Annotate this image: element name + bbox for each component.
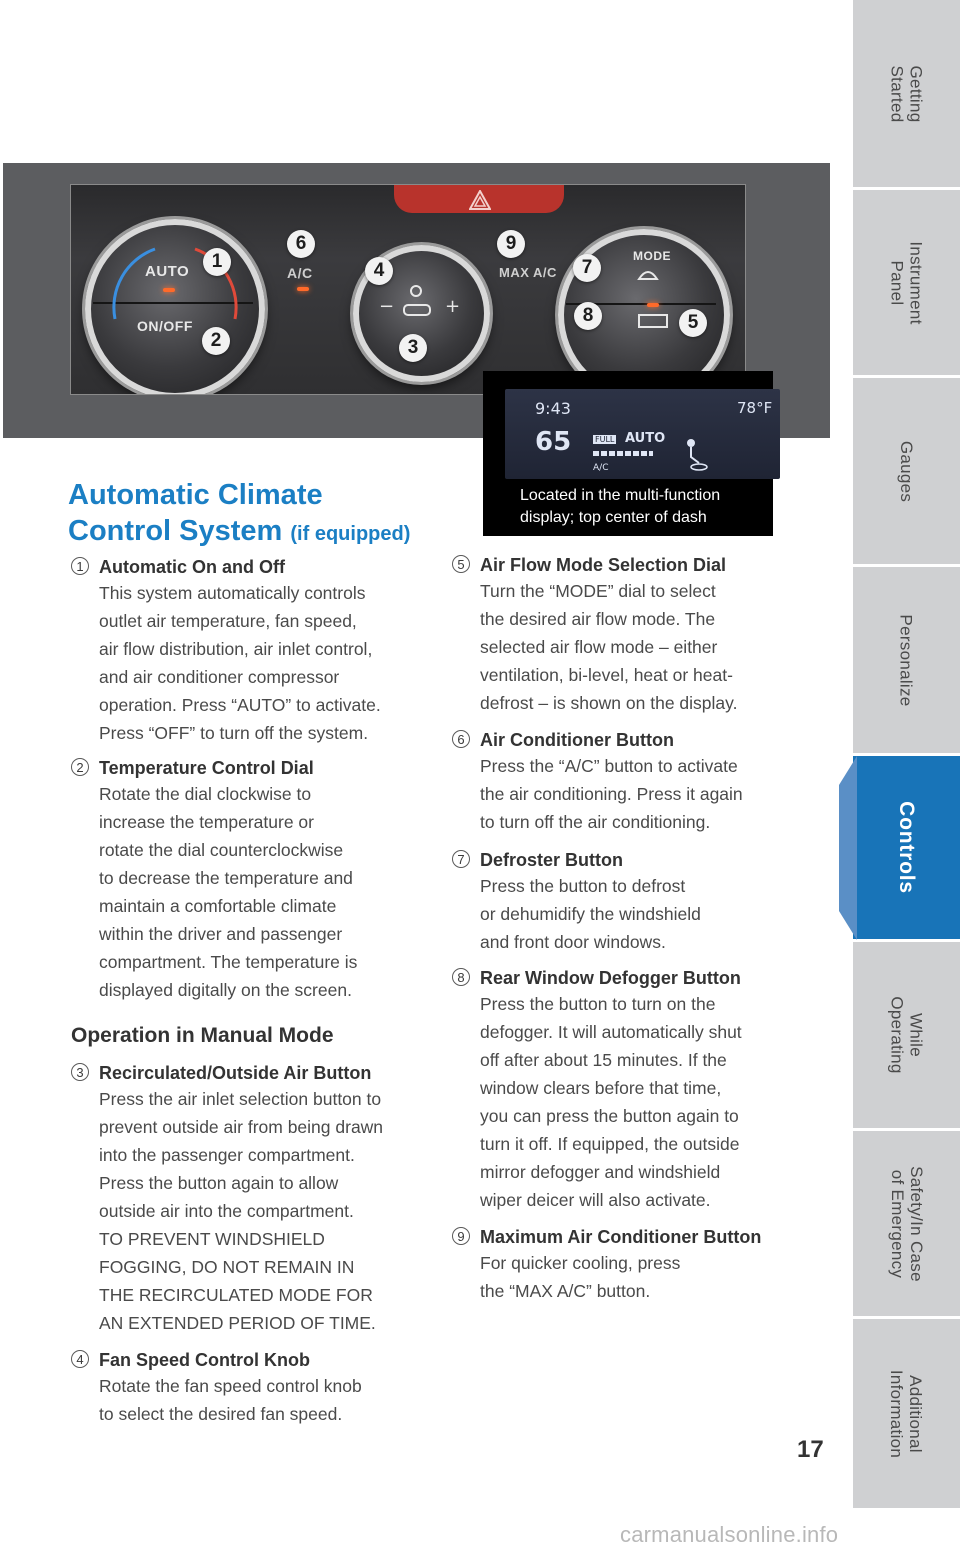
item-number: 9: [452, 1227, 470, 1245]
item-number: 7: [452, 850, 470, 868]
mode-label: MODE: [633, 249, 671, 263]
display-clock: 9:43: [535, 399, 571, 418]
feature-item-2: [71, 756, 431, 1004]
item-body: Press the button to defrost or dehumidify the windshield and front door windows.: [480, 876, 701, 952]
tab-label: Safety/In Case of Emergency: [887, 1165, 926, 1282]
callout-3: 3: [399, 334, 427, 362]
multi-function-display: [505, 389, 780, 479]
section-tabs: [853, 0, 960, 1508]
auto-label: AUTO: [145, 263, 190, 280]
max-ac-button-label: MAX A/C: [499, 265, 557, 280]
feature-item-1: [71, 555, 431, 747]
title-line-2: [68, 513, 410, 552]
callout-1: 1: [203, 248, 231, 276]
fan-level-bar: [593, 451, 653, 456]
callout-2: 2: [202, 327, 230, 355]
temperature-scale-icon: [85, 219, 265, 395]
item-body: For quicker cooling, press the “MAX A/C” button.: [480, 1253, 681, 1301]
item-title: Automatic On and Off: [99, 557, 285, 577]
on-off-label: ON/OFF: [137, 318, 193, 334]
display-set-temp: 65: [535, 427, 572, 457]
feature-item-8: [452, 966, 812, 1214]
item-number: 2: [71, 758, 89, 776]
page-number: 17: [797, 1436, 824, 1463]
item-title: Fan Speed Control Knob: [99, 1350, 310, 1370]
feature-item-7: [452, 848, 812, 956]
callout-5: 5: [679, 309, 707, 337]
active-tab-pointer: [833, 756, 857, 940]
title-suffix: (if equipped): [290, 523, 411, 545]
display-outside-temp: 78°F: [737, 399, 773, 417]
tab-additional-information[interactable]: [853, 1319, 960, 1508]
hazard-icon: [469, 190, 491, 210]
item-number: 8: [452, 968, 470, 986]
defroster-icon: [637, 265, 659, 281]
display-ac-text: A/C: [593, 463, 609, 473]
feature-item-3: [71, 1061, 431, 1337]
svg-text:+: +: [445, 296, 461, 317]
tab-label: Controls: [894, 801, 918, 894]
climate-control-photo: [70, 184, 746, 395]
callout-9: 9: [497, 230, 525, 258]
tab-controls[interactable]: [853, 756, 960, 942]
defroster-indicator: [647, 303, 659, 307]
item-number: 4: [71, 1350, 89, 1368]
feature-item-4: [71, 1348, 431, 1428]
item-title: Recirculated/Outside Air Button: [99, 1063, 372, 1083]
manual-mode-heading: Operation in Manual Mode: [71, 1024, 334, 1047]
feature-item-9: [452, 1225, 812, 1305]
tab-label: While Operating: [887, 996, 926, 1074]
feature-item-5: [452, 553, 812, 717]
callout-8: 8: [574, 302, 602, 330]
item-title: Defroster Button: [480, 850, 623, 870]
callout-4: 4: [365, 257, 393, 285]
item-number: 6: [452, 730, 470, 748]
tab-label: Gauges: [897, 440, 916, 502]
item-body: Rotate the fan speed control knob to select the desired fan speed.: [99, 1376, 362, 1424]
feature-item-6: [452, 728, 812, 836]
auto-indicator: [163, 288, 175, 292]
tab-personalize[interactable]: [853, 567, 960, 756]
item-title: Maximum Air Conditioner Button: [480, 1227, 762, 1247]
item-number: 3: [71, 1063, 89, 1081]
tab-safety[interactable]: [853, 1131, 960, 1319]
ac-button-label: A/C: [287, 265, 313, 281]
callout-6: 6: [287, 230, 315, 258]
tab-getting-started[interactable]: [853, 0, 960, 190]
tab-label: Personalize: [896, 613, 916, 707]
watermark: carmanualsonline.info: [620, 1522, 839, 1547]
tab-instrument-panel[interactable]: [853, 190, 960, 378]
item-title: Air Flow Mode Selection Dial: [480, 555, 727, 575]
item-title: Rear Window Defogger Button: [480, 968, 741, 988]
item-body: Press the “A/C” button to activate the air conditioning. Press it again to turn off the air conditioning.: [480, 756, 743, 832]
item-body: This system automatically controls outlet air temperature, fan speed, air flow distribution, air inlet control, and air conditioner compressor operation. Press “AUTO” to activate. Press “OFF” to turn off the system.: [99, 583, 381, 743]
callout-7: 7: [573, 254, 601, 282]
tab-while-operating[interactable]: [853, 942, 960, 1131]
item-body: Press the air inlet selection button to prevent outside air from being drawn into the passenger compartment. Press the button again to allow outside air into the compartment. TO PREVENT WINDSHIELD FOGGING, DO NOT REMAIN IN THE RECIRCULATED MODE FOR AN EXTENDED PERIOD OF TIME.: [99, 1089, 384, 1333]
svg-text:−: −: [379, 296, 395, 317]
tab-label: Additional Information: [887, 1369, 926, 1458]
tab-label: Instrument Panel: [887, 240, 926, 325]
airflow-mode-icon: [685, 437, 711, 471]
item-body: Rotate the dial clockwise to increase the temperature or rotate the dial counterclockwise to decrease the temperature and maintain a comfortable climate within the driver and passenger compartment. The temperature is displayed digitally on the screen.: [99, 784, 358, 1000]
fan-speed-icon: [371, 279, 466, 329]
title-line-2-text: Control System: [68, 515, 283, 547]
tab-gauges[interactable]: [853, 378, 960, 567]
item-body: Turn the “MODE” dial to select the desired air flow mode. The selected air flow mode – either ventilation, bi-level, heat or heat- defrost – is shown on the display.: [480, 581, 738, 713]
item-number: 5: [452, 555, 470, 573]
item-number: 1: [71, 557, 89, 575]
display-full-badge: FULL: [595, 435, 615, 444]
item-title: Temperature Control Dial: [99, 758, 314, 778]
rear-defogger-icon: [637, 313, 671, 329]
display-caption: Located in the multi-function display; top center of dash: [520, 487, 721, 526]
title-line-1: Automatic Climate: [68, 479, 323, 511]
page-title: [68, 477, 410, 552]
ac-indicator: [297, 287, 309, 291]
item-title: Air Conditioner Button: [480, 730, 674, 750]
tab-label: Getting Started: [887, 65, 926, 122]
display-mode-text: AUTO: [625, 431, 666, 446]
item-body: Press the button to turn on the defogger. It will automatically shut off after about 15 minutes. If the window clears before that time, you can press the button again to turn it off. If equipped, the outside mirror defogger and windshield wiper deicer will also activate.: [480, 994, 742, 1210]
